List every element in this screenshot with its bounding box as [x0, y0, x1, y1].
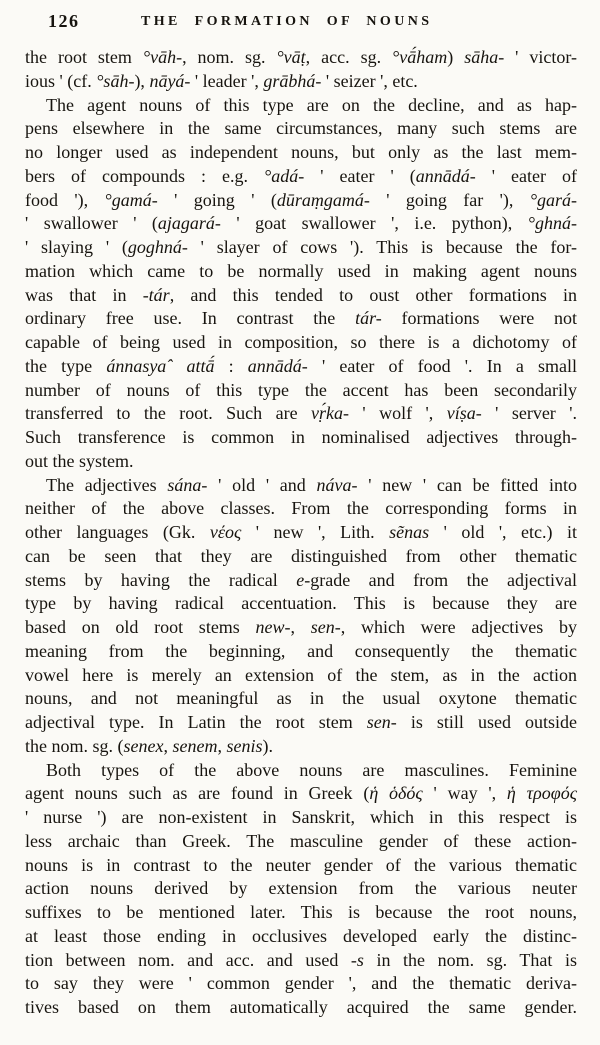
text-segment: The adjectives [46, 474, 168, 495]
italic-term: -s [350, 949, 364, 970]
text-segment: based on old root stems [25, 617, 256, 637]
text-segment: , and this tended to oust other formations in [169, 284, 577, 305]
text-segment: ious ' (cf. [25, 70, 97, 91]
text-segment: -grade and from the adjectival [304, 569, 577, 590]
text-segment: tives based on them automatically acquired the same gender. [25, 997, 577, 1017]
italic-term: ánnasyaˆ attā́ [106, 355, 215, 376]
text-line [25, 972, 577, 996]
text-line [25, 616, 577, 640]
italic-term: senis [226, 735, 263, 756]
text-segment: the nom. sg. ( [25, 735, 124, 756]
text-segment: the type [25, 355, 107, 376]
text-line [25, 782, 577, 806]
italic-term: °adá- [264, 165, 305, 186]
text-segment: to say they were ' common gender ', and the thematic deriva- [25, 973, 577, 994]
text-segment: out the system. [25, 450, 134, 471]
text-line [25, 450, 577, 474]
italic-term: senem [172, 735, 218, 756]
text-line [25, 711, 577, 735]
text-segment: bers of compounds : e.g. [25, 165, 265, 186]
italic-term: grābhá- [263, 70, 322, 91]
text-segment: ' victor- [504, 47, 577, 67]
text-segment: ' leader ', [190, 70, 264, 91]
text-line [25, 165, 577, 189]
text-line [25, 141, 577, 165]
italic-term: sána- [167, 474, 208, 495]
text-line [25, 830, 577, 854]
text-line [25, 735, 577, 759]
text-line [25, 640, 577, 664]
text-segment: in the nom. sg. That is [363, 949, 577, 970]
text-segment: ' going far '), [369, 189, 530, 210]
text-segment: ) [447, 47, 465, 67]
text-line [25, 497, 577, 521]
italic-term: ajagará- [157, 213, 221, 234]
italic-term: °ghná- [527, 213, 577, 234]
text-segment: tion between nom. and acc. and used [25, 949, 351, 970]
italic-term: ἡ ὁδός [369, 783, 423, 804]
text-segment: Such transference is common in nominalised adjectives through- [25, 427, 577, 447]
text-line [25, 94, 577, 118]
text-segment: meaning from the beginning, and consequently the thematic [25, 640, 577, 661]
italic-term: sẽnas [389, 522, 430, 542]
text-segment: no longer used as independent nouns, but only as the last mem- [25, 142, 577, 162]
italic-term: °sāh- [96, 70, 135, 91]
text-segment: neither of the above classes. From the corresponding forms in [25, 498, 577, 519]
italic-term: new- [255, 617, 291, 637]
text-segment: : [214, 355, 248, 376]
text-line [25, 402, 577, 426]
text-line [25, 379, 577, 403]
italic-term: víṣa- [446, 403, 482, 424]
text-segment: nouns is in contrast to the neuter gender of the various thematic [25, 854, 577, 875]
page-body [25, 46, 577, 1020]
text-segment: nouns, and not meaningful as in the usual oxytone thematic [25, 688, 577, 709]
running-head [0, 9, 600, 37]
text-segment: food '), [25, 189, 105, 210]
text-segment: the root stem [25, 47, 143, 67]
italic-term: °vā́ham [392, 47, 448, 67]
text-segment: at least those ending in occlusives developed early the distinc- [25, 925, 577, 946]
italic-term: sāha- [464, 47, 505, 67]
italic-term: νέος [209, 522, 242, 542]
text-segment: other languages (Gk. [25, 522, 210, 542]
text-line [25, 236, 577, 260]
text-segment: Both types of the above nouns are masculines. Feminine [46, 759, 577, 780]
text-segment: ' nurse ') are non-existent in Sanskrit, which in this respect is [25, 807, 577, 827]
text-line [25, 901, 577, 925]
text-line [25, 949, 577, 973]
text-segment: formations were not [381, 308, 577, 329]
text-line [25, 687, 577, 711]
text-segment: ' server '. [481, 403, 577, 424]
italic-term: e [296, 569, 305, 590]
text-segment: ' swallower ' ( [25, 213, 158, 234]
text-segment: number of nouns of this type the accent has been secondarily [25, 379, 577, 400]
text-line [25, 996, 577, 1020]
text-segment: ' old ' and [207, 474, 317, 495]
text-line [25, 759, 577, 783]
text-line [25, 877, 577, 901]
italic-term: náva- [316, 474, 358, 495]
text-segment: ' way ', [422, 783, 507, 804]
italic-term: °vāṭ [276, 47, 306, 67]
text-segment: , acc. sg. [305, 47, 393, 67]
text-segment: adjectival type. In Latin the root stem [25, 712, 367, 732]
italic-term: °gamá- [104, 189, 158, 210]
text-segment: vowel here is merely an extension of the stem, as in the action [25, 664, 577, 685]
italic-term: -tár [142, 284, 170, 305]
text-line [25, 474, 577, 498]
text-line [25, 189, 577, 213]
text-segment: stems by having the radical [25, 569, 297, 590]
text-line [25, 592, 577, 616]
text-line [25, 212, 577, 236]
text-segment: ' eater of food '. In a small [307, 355, 577, 376]
text-segment: ' new ' can be fitted into [357, 474, 578, 495]
text-segment: ' eater of [475, 165, 578, 186]
text-line [25, 117, 577, 141]
text-line [25, 569, 577, 593]
text-line [25, 260, 577, 284]
text-segment: suffixes to be mentioned later. This is because the root nouns, [25, 902, 577, 922]
italic-term: annādá- [247, 355, 308, 376]
text-line [25, 854, 577, 878]
italic-term: nāyá- [149, 70, 191, 91]
italic-term: senex [123, 735, 164, 756]
text-line [25, 331, 577, 355]
text-segment: ordinary free use. In contrast the [25, 308, 356, 329]
text-segment: was that in [25, 284, 143, 305]
text-segment: ' seizer ', etc. [321, 70, 418, 91]
text-segment: The agent nouns of this type are on the decline, and as hap- [46, 94, 577, 115]
text-segment: ' eater ' ( [304, 165, 416, 186]
italic-term: ἡ τροφός [506, 783, 577, 804]
text-segment: less archaic than Greek. The masculine gender of these action- [25, 830, 577, 851]
text-segment: mation which came to be normally used in making agent nouns [25, 260, 577, 281]
text-segment: ' old ', etc.) it [429, 522, 577, 542]
text-line [25, 664, 577, 688]
italic-term: tár- [355, 308, 382, 329]
text-line [25, 426, 577, 450]
italic-term: goghná- [127, 237, 188, 257]
text-line [25, 307, 577, 331]
text-segment: ' goat swallower ', i.e. python), [220, 213, 528, 234]
text-segment: agent nouns such as are found in Greek ( [25, 783, 370, 804]
text-segment: ), [134, 70, 150, 91]
text-line [25, 521, 577, 545]
text-line [25, 925, 577, 949]
text-segment: is still used outside [396, 712, 577, 732]
text-segment: pens elsewhere in the same circumstances, many such stems are [25, 118, 577, 139]
text-segment: , [217, 735, 227, 756]
text-line [25, 355, 577, 379]
italic-term: vṛ́ka- [311, 403, 349, 424]
text-line [25, 806, 577, 830]
italic-term: °gará- [529, 189, 578, 210]
italic-term: °vāh- [142, 47, 183, 67]
page-number: 126 [48, 11, 80, 31]
text-segment: ' slaying ' ( [25, 237, 128, 257]
text-segment: , nom. sg. [182, 47, 277, 67]
text-segment: capable of being used in composition, so there is a dichotomy of [25, 332, 577, 352]
italic-term: sen- [310, 617, 341, 637]
text-line [25, 70, 577, 94]
text-segment: ' slayer of cows '). This is because the for- [187, 237, 577, 257]
italic-term: sen- [366, 712, 397, 732]
text-segment: ' wolf ', [349, 403, 447, 424]
italic-term: dūraṃgamá- [276, 189, 370, 210]
text-segment: ' going ' ( [157, 189, 277, 210]
text-line [25, 545, 577, 569]
text-segment: type by having radical accentuation. This is because they are [25, 593, 577, 614]
text-segment: , which were adjectives by [340, 617, 578, 637]
text-line [25, 284, 577, 308]
italic-term: annādá- [415, 165, 476, 186]
text-segment: ). [262, 735, 273, 756]
text-segment: transferred to the root. Such are [25, 403, 312, 424]
page-title: THE FORMATION OF NOUNS [141, 14, 433, 29]
text-segment: , [290, 617, 311, 637]
text-line [25, 46, 577, 70]
text-segment: ' new ', Lith. [241, 522, 390, 542]
text-segment: can be seen that they are distinguished from other thematic [25, 545, 577, 566]
text-segment: , [163, 735, 173, 756]
text-segment: action nouns derived by extension from the various neuter [25, 878, 577, 899]
